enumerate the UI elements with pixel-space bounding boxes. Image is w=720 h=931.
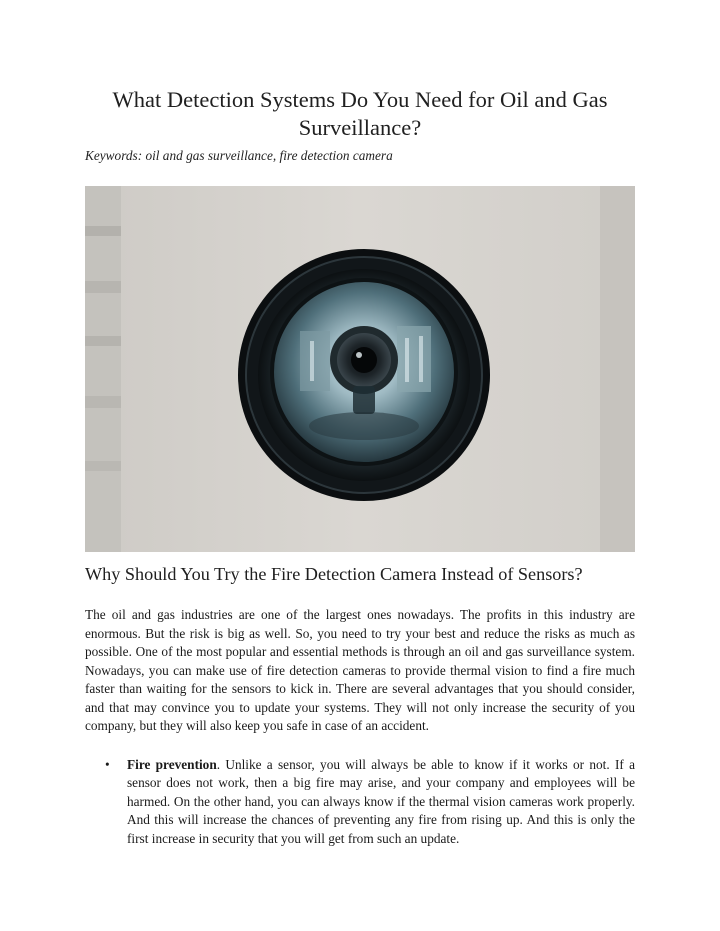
- list-item: [105, 756, 635, 849]
- keywords-line: Keywords: oil and gas surveillance, fire detection camera: [85, 148, 393, 163]
- document-title: What Detection Systems Do You Need for Oil and Gas Surveillance?: [112, 87, 608, 140]
- intro-paragraph: The oil and gas industries are one of the largest ones nowadays. The profits in this industry are enormous. But the risk is big as well. So, you need to try your best and reduce the risks as much as possible. One of the most popular and essential methods is through an oil and gas surveillance system. Nowadays, you can make use of fire detection cameras to provide thermal vision to find a fire much faster than waiting for the sensors to kick in. There are several advantages that you should consider, and that may convince you to update your systems. They will not only increase the security of you company, but they will also keep you safe in case of an accident.: [85, 607, 635, 733]
- camera-photo: [85, 186, 635, 552]
- security-camera-image: [85, 186, 635, 552]
- section-heading: Why Should You Try the Fire Detection Camera Instead of Sensors?: [85, 564, 583, 584]
- bullet-text: . Unlike a sensor, you will always be able to know if it works or not. If a sensor does not work, then a big fire may arise, and your company and employees will be harmed. On the other hand, you can always know if the thermal vision cameras work properly. And this will increase the chances of preventing any fire from rising up. And this is only the first increase in security that you will get from such an update.: [127, 756, 635, 846]
- bullet-list: [85, 756, 635, 849]
- bullet-marker: •: [105, 756, 110, 772]
- bullet-label: Fire prevention: [127, 756, 217, 772]
- document-page: [85, 86, 635, 848]
